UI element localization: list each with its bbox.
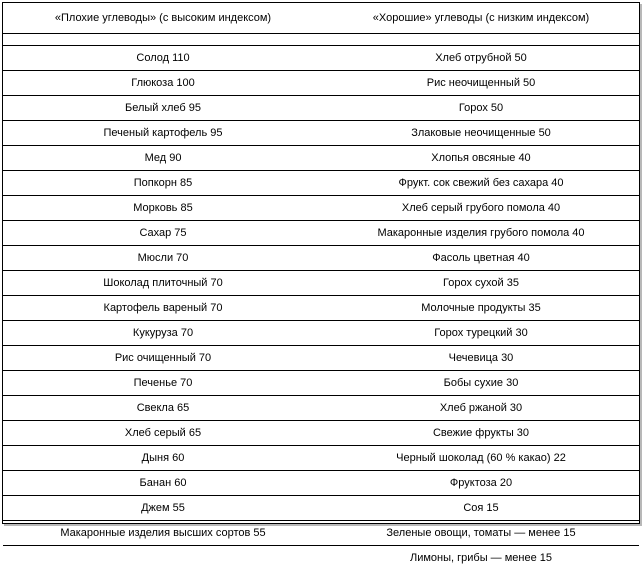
good-carb-cell: Горох турецкий 30 bbox=[323, 321, 639, 346]
table-row bbox=[3, 371, 639, 396]
good-carb-cell: Горох 50 bbox=[323, 96, 639, 121]
table-row bbox=[3, 221, 639, 246]
good-carb-cell: Бобы сухие 30 bbox=[323, 371, 639, 396]
good-carb-cell: Зеленые овощи, томаты — менее 15 bbox=[323, 521, 639, 546]
good-carb-cell: Макаронные изделия грубого помола 40 bbox=[323, 221, 639, 246]
good-carb-cell: Хлеб ржаной 30 bbox=[323, 396, 639, 421]
bad-carb-cell bbox=[3, 546, 323, 570]
good-carb-cell: Хлопья овсяные 40 bbox=[323, 146, 639, 171]
header-spacer-row bbox=[3, 34, 639, 46]
table-row bbox=[3, 521, 639, 546]
bad-carb-cell: Мед 90 bbox=[3, 146, 323, 171]
table-row bbox=[3, 446, 639, 471]
spacer-cell bbox=[3, 34, 323, 46]
good-carb-cell: Хлеб серый грубого помола 40 bbox=[323, 196, 639, 221]
good-carb-cell: Молочные продукты 35 bbox=[323, 296, 639, 321]
good-carb-cell: Лимоны, грибы — менее 15 bbox=[323, 546, 639, 570]
table-row bbox=[3, 421, 639, 446]
glycemic-index-table-frame bbox=[2, 2, 640, 524]
table-row bbox=[3, 296, 639, 321]
table-row bbox=[3, 121, 639, 146]
table-row bbox=[3, 496, 639, 521]
table-row bbox=[3, 196, 639, 221]
header-good-carbs: «Хорошие» углеводы (с низким индексом) bbox=[323, 3, 639, 34]
bad-carb-cell: Макаронные изделия высших сортов 55 bbox=[3, 521, 323, 546]
bad-carb-cell: Глюкоза 100 bbox=[3, 71, 323, 96]
good-carb-cell: Фруктоза 20 bbox=[323, 471, 639, 496]
table-header-row bbox=[3, 3, 639, 34]
good-carb-cell: Хлеб отрубной 50 bbox=[323, 46, 639, 71]
bad-carb-cell: Картофель вареный 70 bbox=[3, 296, 323, 321]
bad-carb-cell: Печенье 70 bbox=[3, 371, 323, 396]
bad-carb-cell: Рис очищенный 70 bbox=[3, 346, 323, 371]
bad-carb-cell: Дыня 60 bbox=[3, 446, 323, 471]
bad-carb-cell: Свекла 65 bbox=[3, 396, 323, 421]
table-row bbox=[3, 271, 639, 296]
good-carb-cell: Чечевица 30 bbox=[323, 346, 639, 371]
bad-carb-cell: Печеный картофель 95 bbox=[3, 121, 323, 146]
bad-carb-cell: Кукуруза 70 bbox=[3, 321, 323, 346]
good-carb-cell: Фрукт. сок свежий без сахара 40 bbox=[323, 171, 639, 196]
table-row bbox=[3, 346, 639, 371]
bad-carb-cell: Морковь 85 bbox=[3, 196, 323, 221]
table-body bbox=[3, 46, 639, 570]
bad-carb-cell: Банан 60 bbox=[3, 471, 323, 496]
bad-carb-cell: Хлеб серый 65 bbox=[3, 421, 323, 446]
good-carb-cell: Злаковые неочищенные 50 bbox=[323, 121, 639, 146]
header-bad-carbs: «Плохие углеводы» (с высоким индексом) bbox=[3, 3, 323, 34]
table-row bbox=[3, 71, 639, 96]
table-row bbox=[3, 171, 639, 196]
glycemic-index-table bbox=[3, 3, 639, 570]
good-carb-cell: Черный шоколад (60 % какао) 22 bbox=[323, 446, 639, 471]
table-row bbox=[3, 471, 639, 496]
bad-carb-cell: Белый хлеб 95 bbox=[3, 96, 323, 121]
spacer-cell bbox=[323, 34, 639, 46]
table-row bbox=[3, 321, 639, 346]
bad-carb-cell: Мюсли 70 bbox=[3, 246, 323, 271]
table-row bbox=[3, 46, 639, 71]
good-carb-cell: Свежие фрукты 30 bbox=[323, 421, 639, 446]
good-carb-cell: Фасоль цветная 40 bbox=[323, 246, 639, 271]
table-row bbox=[3, 396, 639, 421]
table-row bbox=[3, 246, 639, 271]
table-row bbox=[3, 146, 639, 171]
table-row bbox=[3, 546, 639, 570]
bad-carb-cell: Попкорн 85 bbox=[3, 171, 323, 196]
bad-carb-cell: Сахар 75 bbox=[3, 221, 323, 246]
bad-carb-cell: Джем 55 bbox=[3, 496, 323, 521]
good-carb-cell: Горох сухой 35 bbox=[323, 271, 639, 296]
good-carb-cell: Рис неочищенный 50 bbox=[323, 71, 639, 96]
good-carb-cell: Соя 15 bbox=[323, 496, 639, 521]
bad-carb-cell: Шоколад плиточный 70 bbox=[3, 271, 323, 296]
table-row bbox=[3, 96, 639, 121]
bad-carb-cell: Солод 110 bbox=[3, 46, 323, 71]
